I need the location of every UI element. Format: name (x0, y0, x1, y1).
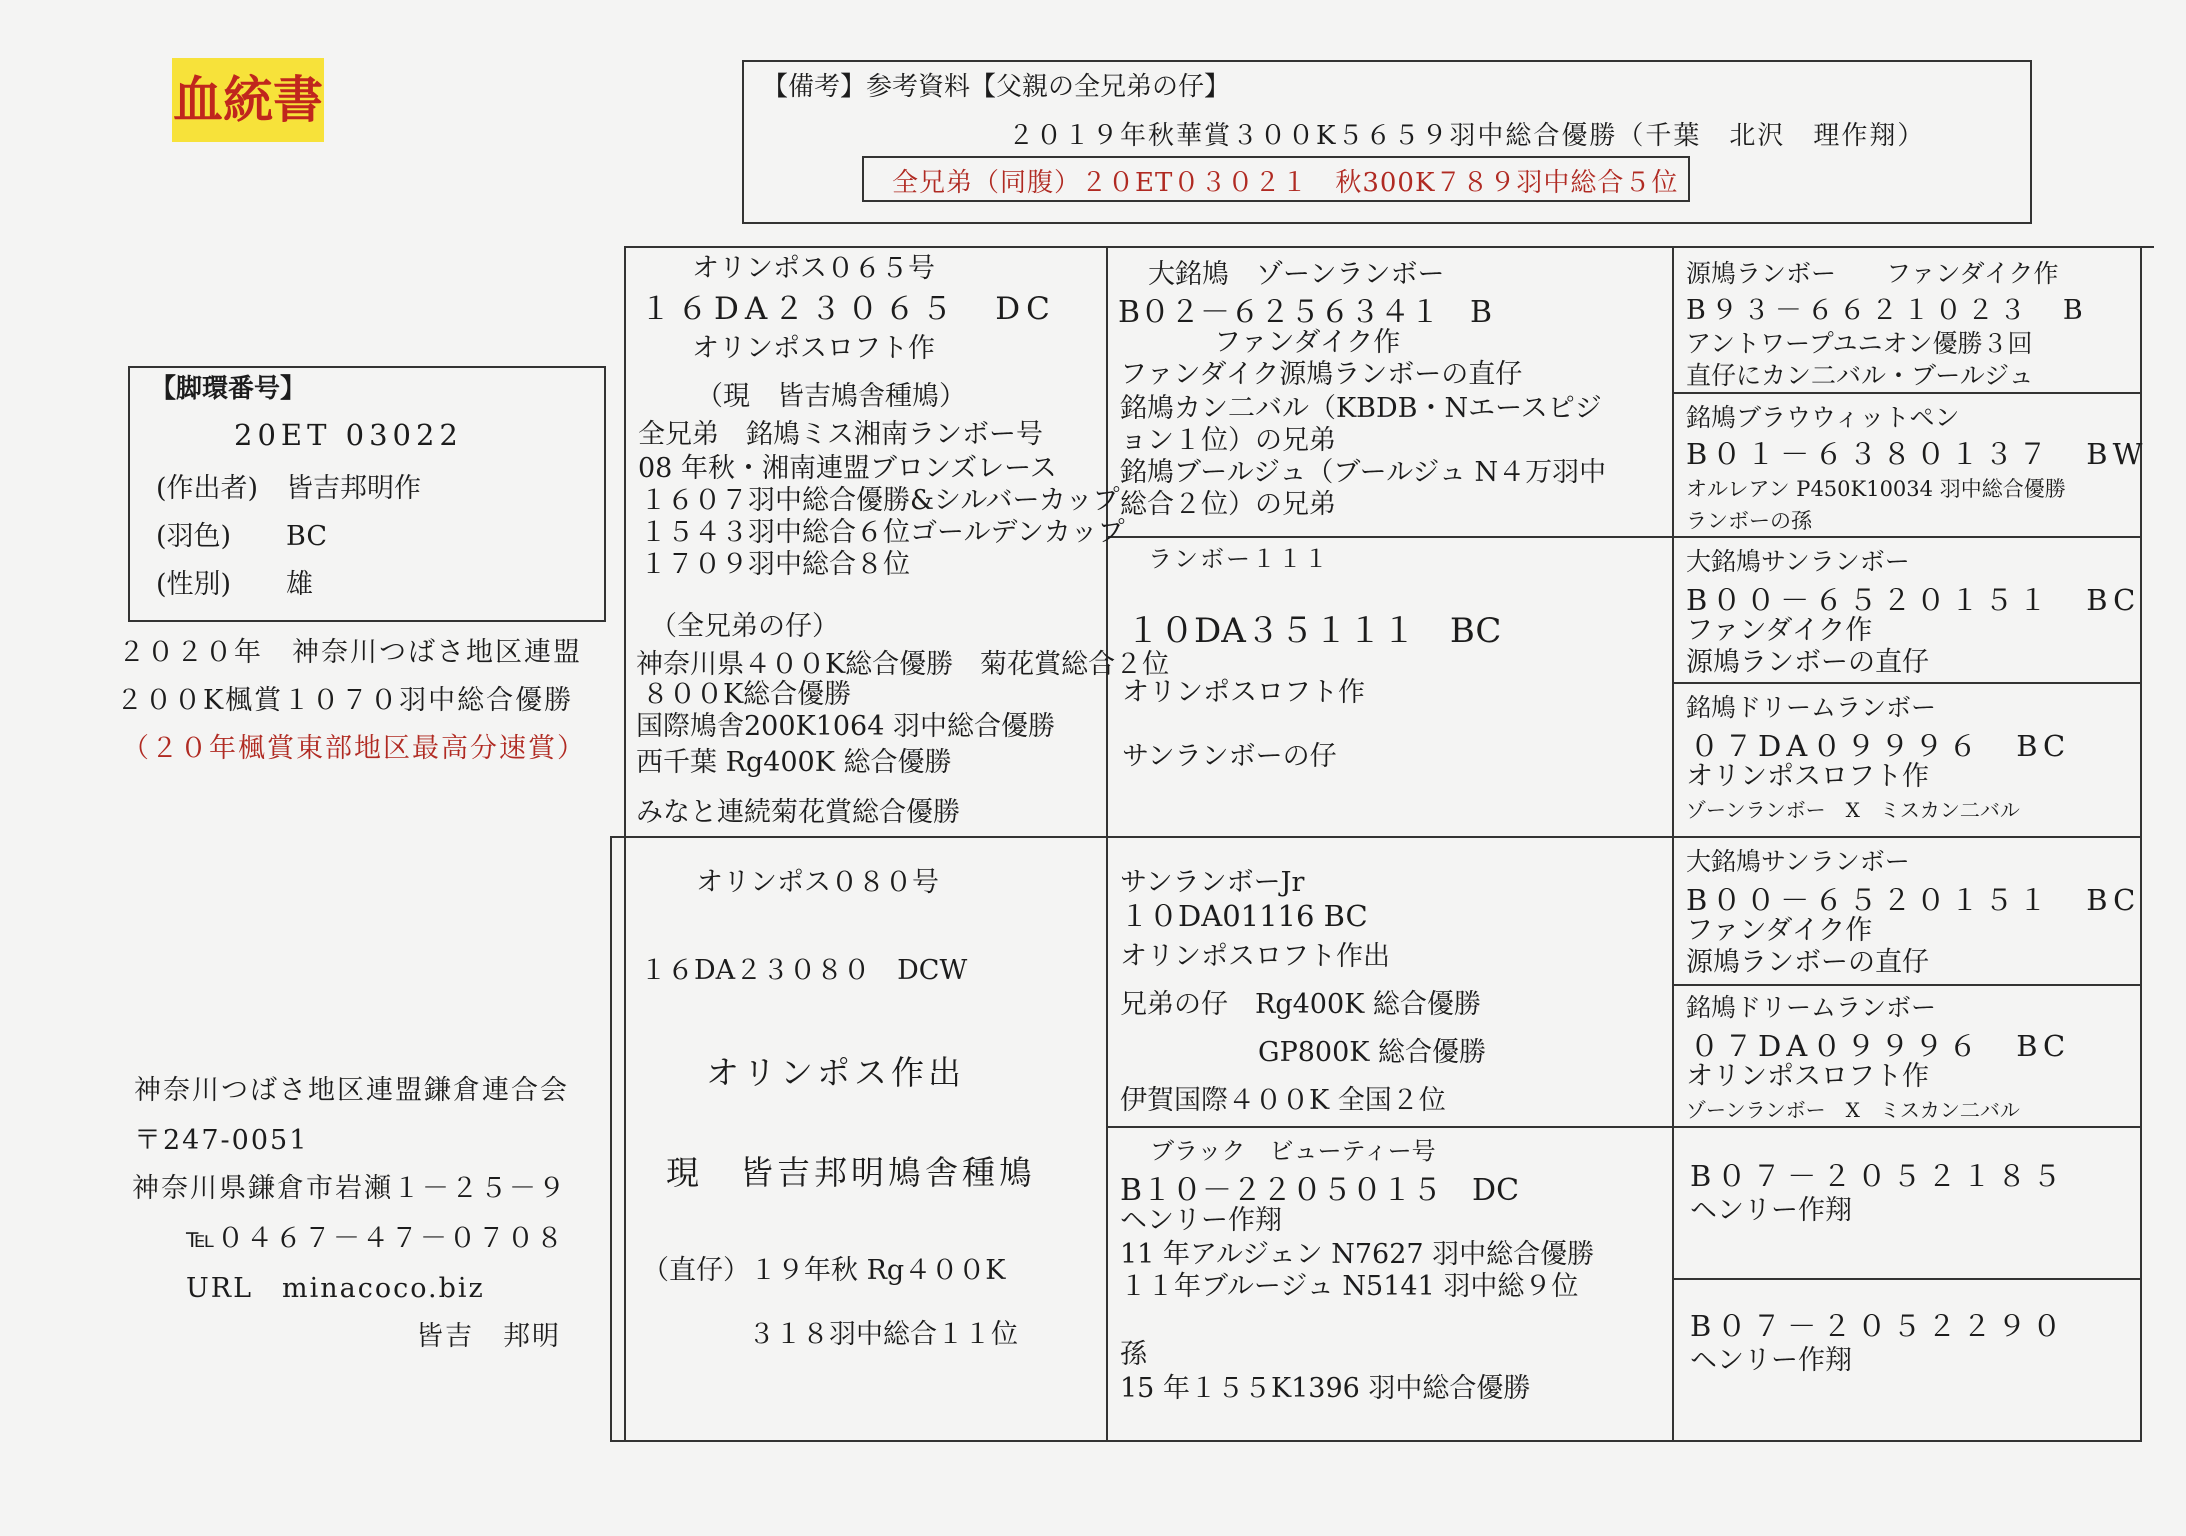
dd-breeder: ヘンリー作翔 (1120, 1205, 1282, 1236)
dds-ring: B０７－２０５２１８５ (1690, 1159, 2068, 1193)
sd-ring: １０DA３５１１１ BC (1126, 611, 1502, 651)
breeder-value: 皆吉邦明作 (286, 473, 421, 504)
ds-line-2: GP800K 総合優勝 (1258, 1037, 1487, 1068)
dd-name: ブラック ビューティー号 (1150, 1137, 1436, 1165)
sss-name: 源鳩ランボー ファンダイク作 (1686, 259, 2059, 288)
sex-label: (性別) (156, 569, 232, 600)
sds-ring: B００－６５２０１５１ BC (1686, 583, 2141, 617)
sire-line-11: みなと連続菊花賞総合優勝 (636, 797, 960, 828)
dds-breeder: ヘンリー作翔 (1690, 1195, 1852, 1226)
ss-line-3: ョン１位）の兄弟 (1120, 425, 1336, 456)
postal-code: 〒247-0051 (134, 1125, 309, 1156)
remarks-line: ２０１９年秋華賞３００K５６５９羽中総合優勝（千葉 北沢 理作翔） (1008, 121, 1926, 151)
sdd-breeder: オリンポスロフト作 (1686, 761, 1929, 792)
ss-ring: B０２－６２５６３４１ B (1118, 295, 1493, 330)
phone-number: ℡０４６７－４７－０７０８ (186, 1223, 566, 1254)
sd-breeder: オリンポスロフト作 (1122, 677, 1365, 708)
sire-line-4: １５４３羽中総合６位ゴールデンカップ (640, 517, 1125, 548)
dss-name: 大銘鳩サンランボー (1686, 847, 1910, 876)
sds-breeder: ファンダイク作 (1686, 615, 1873, 646)
sdd-line-1: ゾーンランボー X ミスカン二バル (1686, 798, 2020, 822)
sd-name: ランボー１１１ (1148, 545, 1330, 573)
sire-breeder: オリンポスロフト作 (692, 333, 935, 364)
ss-line-5: 総合２位）の兄弟 (1120, 489, 1336, 520)
achievement-line-3: （２０年楓賞東部地区最高分速賞） (122, 733, 586, 764)
sire-line-6: （全兄弟の仔） (650, 611, 839, 642)
sire-line-3: １６０７羽中総合優勝&シルバーカップ (640, 485, 1120, 516)
dss-ring: B００－６５２０１５１ BC (1686, 883, 2141, 917)
ss-line-2: 銘鳩カン二バル（KBDB・Nエースピジ (1120, 393, 1602, 424)
ssd-ring: B０１－６３８０１３７ BW (1686, 437, 2148, 471)
dsd-name: 銘鳩ドリームランボー (1686, 993, 1937, 1022)
achievement-line-1: ２０２０年 神奈川つばさ地区連盟 (118, 637, 582, 668)
dd-line-2: １１年ブルージュ N5141 羽中総９位 (1120, 1271, 1579, 1302)
dsd-line-1: ゾーンランボー X ミスカン二バル (1686, 1098, 2020, 1122)
achievement-line-2: ２００K楓賞１０７０羽中総合優勝 (116, 685, 574, 716)
color-row (156, 514, 327, 553)
org-name: 神奈川つばさ地区連盟鎌倉連合会 (134, 1075, 569, 1106)
ss-line-1: ファンダイク源鳩ランボーの直仔 (1120, 359, 1523, 390)
breeder-label: (作出者) (156, 473, 259, 504)
ssd-name: 銘鳩ブラウウィットペン (1686, 403, 1960, 432)
ddd-breeder: ヘンリー作翔 (1690, 1345, 1852, 1376)
ssd-line-1: オルレアン P450K10034 羽中総合優勝 (1686, 477, 2066, 501)
sire-line-2: 08 年秋・湘南連盟ブロンズレース (638, 453, 1057, 484)
ds-line-1: 兄弟の仔 Rg400K 総合優勝 (1120, 989, 1481, 1020)
dss-breeder: ファンダイク作 (1686, 915, 1873, 946)
dd-line-1: 11 年アルジェン N7627 羽中総合優勝 (1120, 1239, 1595, 1270)
sss-line-1: アントワープユニオン優勝３回 (1686, 329, 2033, 358)
sire-line-1: 全兄弟 銘鳩ミス湘南ランボー号 (638, 419, 1043, 450)
sdd-ring: ０７DA０９９９６ BC (1690, 729, 2071, 763)
dam-line-2: ３１８羽中総合１１位 (748, 1319, 1018, 1350)
dd-line-4: 15 年１５５K1396 羽中総合優勝 (1120, 1373, 1531, 1404)
sds-name: 大銘鳩サンランボー (1686, 547, 1910, 576)
ds-ring: １０DA01116 BC (1120, 899, 1368, 933)
color-label: (羽色) (156, 521, 232, 552)
document-title: 血統書 (172, 58, 324, 142)
color-value: BC (286, 521, 328, 552)
sire-line-7: 神奈川県４００K総合優勝 菊花賞総合２位 (636, 649, 1170, 680)
sire-ring: １６DA２３０６５ DC (640, 291, 1056, 327)
dam-status: 現 皆吉邦明鳩舎種鳩 (666, 1153, 1036, 1192)
ds-line-3: 伊賀国際４００K 全国２位 (1120, 1085, 1446, 1116)
ss-breeder: ファンダイク作 (1214, 327, 1401, 358)
ring-number: 20ET 03022 (234, 418, 463, 452)
sire-line-5: １７０９羽中総合８位 (640, 549, 910, 580)
sire-line-10: 西千葉 Rg400K 総合優勝 (636, 747, 952, 778)
ddd-ring: B０７－２０５２２９０ (1690, 1309, 2068, 1343)
sex-row (156, 562, 313, 601)
ssd-line-2: ランボーの孫 (1686, 509, 1812, 533)
sss-ring: B９３－６６２１０２３ B (1686, 295, 2088, 326)
ds-name: サンランボーJr (1120, 867, 1305, 898)
ds-breeder: オリンポスロフト作出 (1120, 941, 1390, 972)
sd-line-1: サンランボーの仔 (1122, 741, 1337, 772)
owner-name: 皆吉 邦明 (416, 1321, 561, 1352)
remarks-heading: 【備考】参考資料【父親の全兄弟の仔】 (762, 72, 1231, 102)
dam-breeder: オリンポス作出 (706, 1053, 965, 1092)
dam-ring: １６DA２３０８０ DCW (640, 955, 968, 986)
sds-line-1: 源鳩ランボーの直仔 (1686, 647, 1929, 678)
sire-status: （現 皆吉鳩舎種鳩） (696, 381, 966, 412)
dd-ring: B１０－２２０５０１５ DC (1120, 1173, 1520, 1208)
sdd-name: 銘鳩ドリームランボー (1686, 693, 1937, 722)
ss-name: 大銘鳩 ゾーンランボー (1148, 259, 1445, 290)
dsd-ring: ０７DA０９９９６ BC (1690, 1029, 2071, 1063)
ss-line-4: 銘鳩ブールジュ（ブールジュ N４万羽中 (1120, 457, 1607, 488)
ring-heading: 【脚環番号】 (150, 374, 307, 404)
dam-name: オリンポス０８０号 (696, 867, 939, 898)
sire-name: オリンポス０６５号 (692, 253, 935, 284)
breeder-row (156, 466, 421, 505)
dss-line-1: 源鳩ランボーの直仔 (1686, 947, 1929, 978)
remarks-red-line: 全兄弟（同腹）２０ET０３０２１ 秋300K７８９羽中総合５位 (892, 168, 1679, 198)
sire-line-9: 国際鳩舎200K1064 羽中総合優勝 (636, 711, 1056, 742)
sire-line-8: ８００K総合優勝 (642, 679, 852, 710)
dsd-breeder: オリンポスロフト作 (1686, 1061, 1929, 1092)
sex-value: 雄 (286, 569, 313, 600)
url-text: URL minacoco.biz (186, 1273, 485, 1304)
dd-line-3: 孫 (1120, 1339, 1147, 1370)
street-address: 神奈川県鎌倉市岩瀬１－２５－９ (132, 1173, 567, 1204)
sss-line-2: 直仔にカン二バル・ブールジュ (1686, 361, 2034, 390)
dam-line-1: （直仔）１９年秋 Rg４００K (642, 1255, 1006, 1286)
